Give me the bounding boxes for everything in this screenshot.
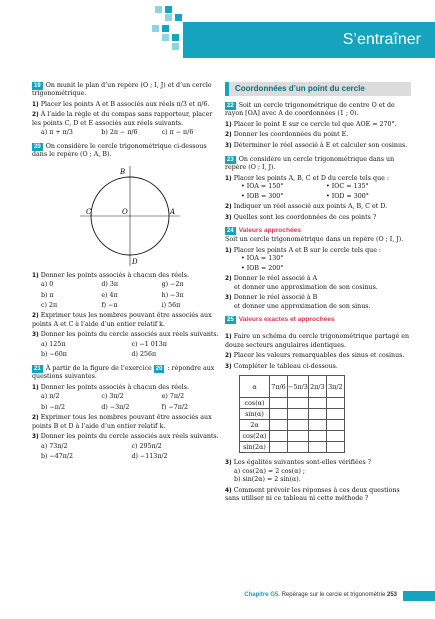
list-item: b) 2π − π/6 [101, 129, 138, 137]
table-row [240, 431, 345, 442]
table-row-label: sin(α) [240, 409, 270, 420]
point-b-label: B [120, 167, 126, 176]
question-1: Donner les points associés à chacun des réels. [40, 271, 189, 279]
answer-grid [32, 341, 222, 360]
list-item: • IOD = 300° [326, 193, 411, 201]
list-item: d) −113π/2 [131, 453, 168, 461]
bullet-list [225, 183, 411, 201]
exercise-title: Valeurs exactes et approchées [238, 316, 335, 324]
page-footer [242, 591, 435, 601]
question-1: Placer les points A et B associés aux réels π/3 et π/6. [40, 100, 210, 108]
list-item: f) −π [101, 301, 118, 309]
deco-square [162, 25, 169, 32]
list-item: c) 295π/2 [131, 442, 162, 450]
list-item: • IOA = 150° [241, 183, 326, 191]
exercise-21: 21 À partir de la figure de l’exercice 20 : répondre aux questions suivantes. 1) Donner les points associés à chacun des réels. a) π/2 c) 3π/2 e) 7π/2 b) −π/2 d) −3π/2 f) −7π/2 2) Exprimer tous les nombres pouvant être associés aux points B et D à l’aide d’un entier relatif k. 3) Donner les points du cercle associés aux réels suivants. a) 73π/2 c) 295π/2 b) −47π/2 d) −113π/2 [32, 365, 222, 462]
list-item: c) 2π [41, 301, 58, 309]
list-item: b) −60π [41, 351, 67, 359]
question-2: Placer les valeurs remarquables des sinus et cosinus. [233, 351, 405, 359]
table-row-label: sin(2α) [240, 442, 270, 453]
list-item: e) 4π [101, 291, 118, 299]
deco-square [162, 34, 169, 41]
question-4a: a) cos(2α) = 2 cos(α) ; [234, 467, 306, 475]
question-4: Les égalités suivantes sont-elles vérifiées ? [233, 459, 372, 467]
point-a-label: A [170, 207, 176, 216]
list-item: d) −3π/2 [101, 403, 130, 411]
list-item: a) 73π/2 [41, 442, 68, 450]
point-d-label: D [132, 257, 138, 266]
table-header-cell: α [240, 376, 270, 398]
exercise-number: 25 [227, 317, 234, 324]
exercise-number: 24 [227, 228, 234, 235]
list-item: a) π + π/3 [41, 129, 73, 137]
header-band [183, 22, 435, 58]
table-header-cell: 2π/3 [308, 376, 326, 398]
table-row-label: cos(α) [240, 398, 270, 409]
question-3: Déterminer le réel associé à E et calculer son cosinus. [233, 142, 408, 150]
table-header-cell: −5π/3 [288, 376, 309, 398]
page-header [0, 22, 435, 58]
list-item: • IOB = 200° [241, 265, 411, 273]
page-number: 253 [386, 592, 397, 598]
trig-circle [32, 160, 222, 270]
question-3: Donner le réel associé à B [233, 293, 318, 301]
table-row [240, 442, 345, 453]
deco-square [172, 34, 179, 41]
point-c-label: C [86, 207, 92, 216]
deco-square [155, 6, 162, 13]
list-item: • IOA = 130° [241, 255, 411, 263]
exercise-title: Valeurs approchées [238, 227, 301, 235]
table-row [240, 420, 345, 431]
answer-grid [32, 443, 222, 462]
exercise-number: 21 [34, 365, 41, 372]
table-header-cell: 3π/2 [326, 376, 344, 398]
exercise-number: 20 [34, 143, 41, 150]
answer-grid [32, 281, 222, 310]
answer-grid [32, 129, 222, 137]
footer-chapter: Chapitre G5. [244, 592, 280, 598]
deco-square [152, 25, 159, 32]
list-item: e) 7π/2 [161, 393, 185, 401]
exercise-20: 20 On considère le cercle trigonométrique ci-dessous dans le repère (O ; A, B). B C O A D 1) Donner les points associés à chacun des réels. a) 0 d) 3π g) −2π b) π e) 4π h) −3π c) 2π f) −π i) 56π 2) Exprimer tous les nombres pouvant être associés aux points A et C à l’aide d’un entier relatif k. 3) Donner les points du cercle associés aux réels suivants. a) 125π c) −1 013π b) −60π d) 256π [32, 143, 222, 360]
question-3: Donner les points du cercle associés aux réels suivants. [40, 331, 219, 339]
list-item: g) −2π [161, 281, 184, 289]
list-item: c) π − π/6 [161, 129, 194, 137]
list-item: b) −π/2 [41, 403, 66, 411]
question-1: Donner les points associés à chacun des réels. [40, 383, 189, 391]
table-row-label: cos(2α) [240, 431, 270, 442]
list-item: d) 256π [131, 351, 157, 359]
list-item: i) 56π [161, 301, 181, 309]
footer-band [403, 591, 435, 601]
exercise-reference: 20 [155, 365, 163, 372]
deco-square [175, 14, 182, 21]
exercise-intro-end: : répondre aux questions suivantes. [32, 364, 215, 381]
section-title: Coordonnées d’un point du cercle [225, 82, 411, 96]
exercise-22: 22 Soit un cercle trigonométrique de centre O et de rayon [OA] avec A de coordonnées (1 ; 0). 1) Placer le point E sur ce cercle tel que AOE = 270°. 2) Donner les coordonnées du point E. 3) Déterminer le réel associé à E et calculer son cosinus. [225, 102, 408, 150]
bullet-list [225, 255, 411, 273]
exercise-19: 19 On munit le plan d’un repère (O ; I, J) et d’un cercle trigonométrique. 1) Placer les points A et B associés aux réels π/3 et π/6. 2) À l’aide la règle et du compas sans rapporteur, placer les points C, D et E associés aux réels suivants. a) π + π/3 b) 2π − π/6 c) π − π/6 [32, 82, 222, 138]
table-header-cell: 7π/6 [270, 376, 288, 398]
list-item: • IOC = 135° [326, 183, 411, 191]
list-item: • IOB = 300° [241, 193, 326, 201]
question-4b: b) sin(2α) = 2 sin(α). [234, 476, 301, 484]
exercise-intro: Soit un cercle trigonométrique dans un repère (O ; I, J). [225, 236, 404, 244]
exercise-intro: On munit le plan d’un repère (O ; I, J) et d’un cercle trigonométrique. [32, 82, 212, 98]
exercise-number: 22 [227, 103, 234, 109]
trig-circle-figure [32, 160, 222, 270]
exercise-25: 25 Valeurs exactes et approchées 1) Faire un schéma du cercle trigonométrique partagé en douze secteurs angulaires identiques. 2) Placer les valeurs remarquables des sinus et cosinus. 3) Compléter le tableau ci-dessous. α 7π/6 −5π/3 2π/3 3π/2 cos(α) sin(α) 2α cos(2α) sin(2α) 3) Les égalités suivantes sont-elles vérifiées ? a) cos(2α) = 2 cos(α) ; b) sin(2α) = 2 sin(α). 4) Comment prévoir les réponses à ces deux questions sans utiliser ni ce tableau ni cette méthode ? [225, 316, 410, 503]
question-3-continued: et donner une approximation de son sinus. [234, 302, 371, 310]
list-item: a) π/2 [41, 393, 60, 401]
table-header-row [240, 376, 345, 398]
list-item: h) −3π [161, 291, 184, 299]
deco-square [165, 6, 172, 13]
values-table [239, 375, 345, 453]
footer-text [244, 592, 397, 600]
question-2-continued: et donner une approximation de son cosinus. [234, 283, 378, 291]
list-item: a) 125π [41, 341, 66, 349]
deco-square [172, 43, 179, 50]
question-1: Placer le point E sur ce cercle tel que AOE = 270°. [233, 120, 397, 128]
footer-title: Repérage sur le cercle et trigonométrie [281, 592, 386, 598]
question-1: Faire un schéma du cercle trigonométrique partagé en douze secteurs angulaires identiques. [225, 332, 410, 349]
question-2: À l’aide la règle et du compas sans rapporteur, placer les points C, D et E associés aux réels suivants. [32, 111, 213, 128]
exercise-intro: À partir de la figure de l’exercice [45, 364, 152, 372]
question-1: Placer les points A, B, C et D du cercle tels que : [233, 174, 389, 182]
left-column [32, 82, 222, 466]
exercise-number: 19 [34, 83, 41, 89]
question-2: Indiquer un réel associé aux points A, B, C et D. [233, 202, 388, 210]
question-2: Exprimer tous les nombres pouvant être associés aux points B et D à l’aide d’un entier relatif k. [32, 413, 212, 430]
table-row-label: 2α [240, 420, 270, 431]
question-2: Donner les coordonnées du point E. [233, 131, 349, 139]
table-row [240, 398, 345, 409]
question-3: Donner les points du cercle associés aux réels suivants. [40, 433, 219, 441]
point-o-label: O [122, 207, 128, 216]
list-item: b) π [41, 291, 54, 299]
exercise-intro: On considère un cercle trigonométrique dans un repère (O ; I, J). [225, 155, 395, 172]
list-item: b) −47π/2 [41, 453, 74, 461]
deco-square [165, 14, 172, 21]
question-2: Donner le réel associé à A [233, 274, 318, 282]
exercise-intro: Soit un cercle trigonométrique de centre O et de rayon [OA] avec A de coordonnées (1 ; 0). [225, 102, 395, 118]
list-item: c) −1 013π [131, 341, 167, 349]
right-column [225, 82, 411, 509]
list-item: f) −7π/2 [161, 403, 188, 411]
list-item: d) 3π [101, 281, 118, 289]
question-2: Exprimer tous les nombres pouvant être associés aux points A et C à l’aide d’un entier relatif k. [32, 312, 212, 329]
answer-grid [32, 393, 222, 412]
page-title: S’entraîner [342, 31, 421, 48]
list-item: a) 0 [41, 281, 54, 289]
table-row [240, 409, 345, 420]
exercise-23: 23 On considère un cercle trigonométrique dans un repère (O ; I, J). 1) Placer les points A, B, C et D du cercle tels que : • IOA = 150° • IOC = 135° • IOB = 300° • IOD = 300° 2) Indiquer un réel associé aux points A, B, C et D. 3) Quelles sont les coordonnées de ces points ? [225, 156, 411, 223]
question-1: Placer les points A et B sur le cercle tels que : [233, 246, 382, 254]
exercise-intro: On considère le cercle trigonométrique ci-dessous dans le repère (O ; A, B). [32, 142, 207, 159]
question-3: Compléter le tableau ci-dessous. [233, 362, 338, 370]
list-item: c) 3π/2 [101, 393, 124, 401]
question-3: Quelles sont les coordonnées de ces points ? [233, 213, 377, 221]
exercise-number: 23 [227, 156, 234, 163]
question-5: Comment prévoir les réponses à ces deux questions sans utiliser ni ce tableau ni cette méthode ? [225, 486, 400, 503]
exercise-24: 24 Valeurs approchées Soit un cercle trigonométrique dans un repère (O ; I, J). 1) Placer les points A et B sur le cercle tels que : • IOA = 130° • IOB = 200° 2) Donner le réel associé à A et donner une approximation de son cosinus. 3) Donner le réel associé à B et donner une approximation de son sinus. [225, 227, 411, 311]
